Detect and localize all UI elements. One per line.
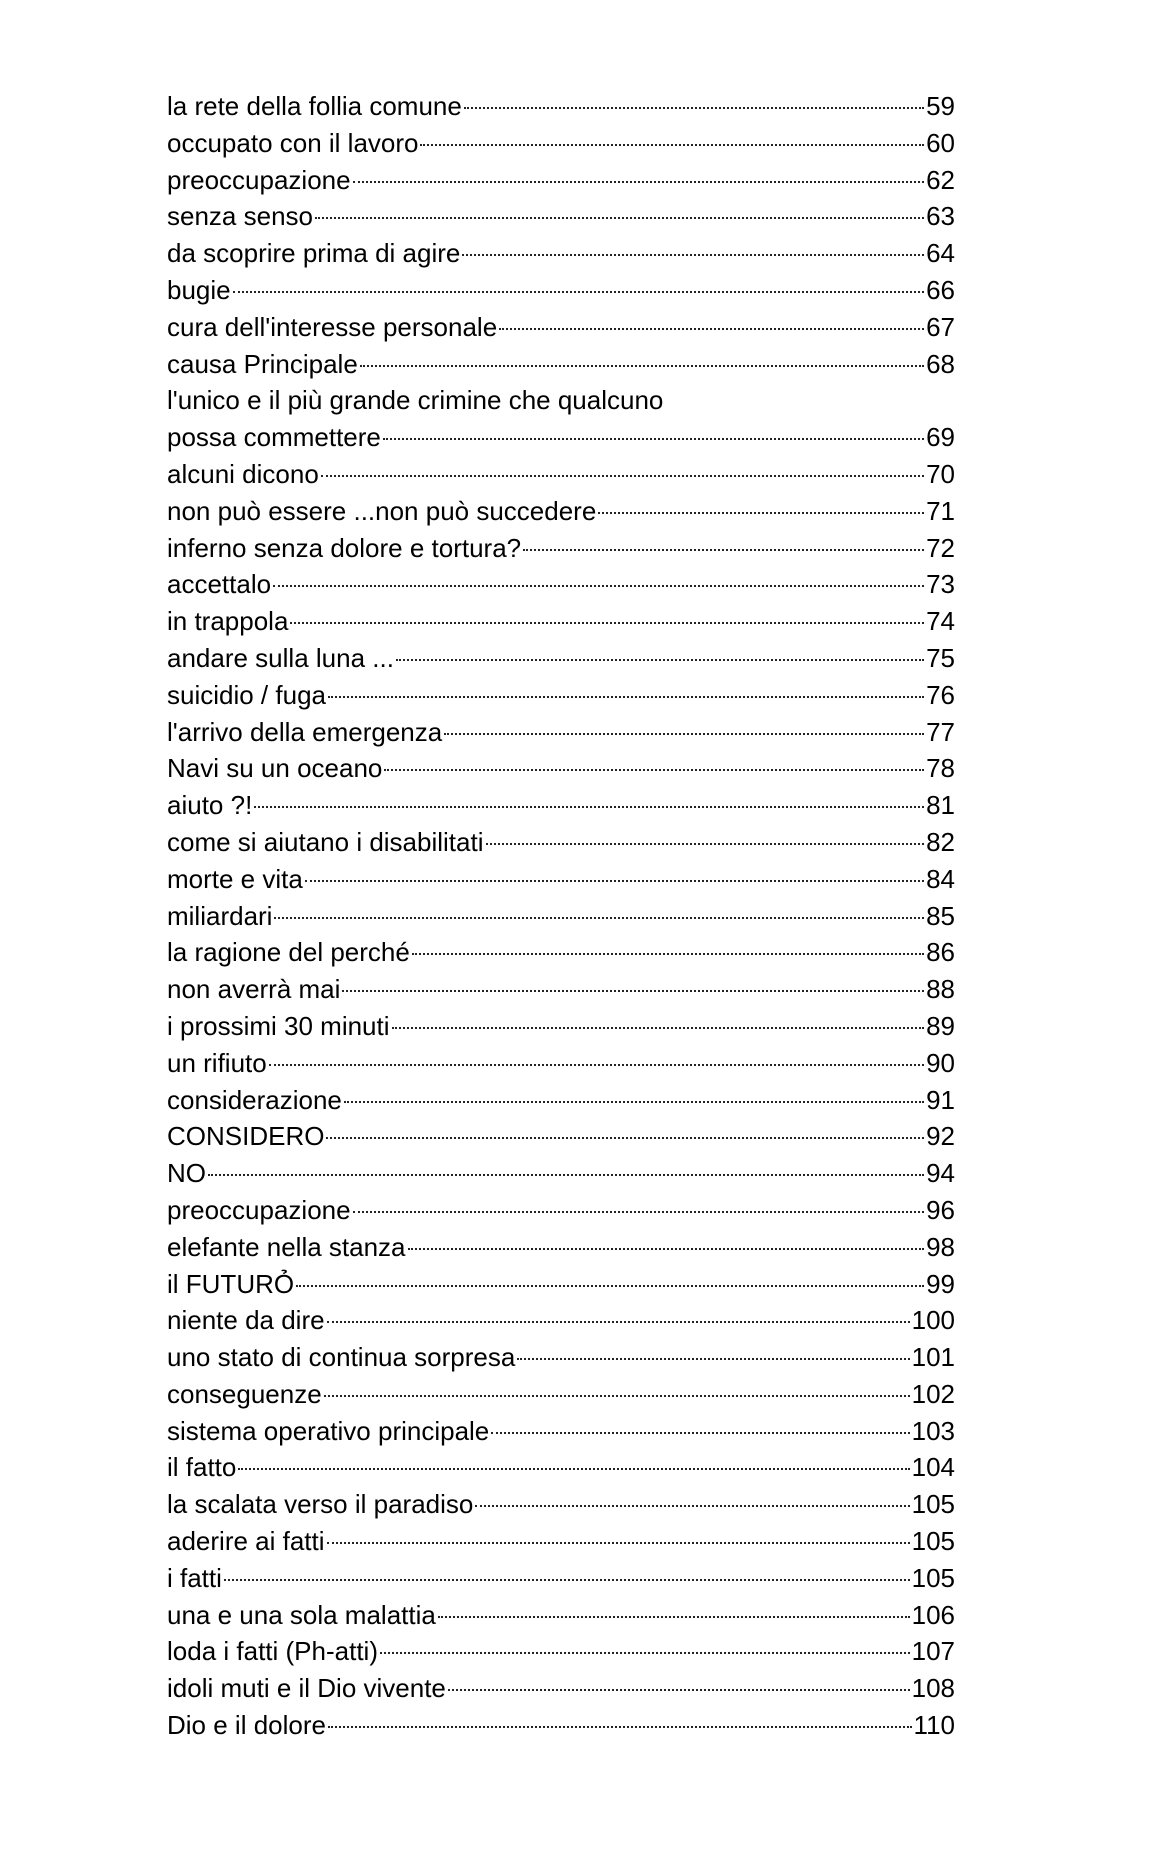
toc-entry-page-number: 59 bbox=[926, 91, 955, 121]
toc-entry-page-number: 86 bbox=[926, 937, 955, 968]
toc-entry-page-number: 70 bbox=[926, 458, 955, 489]
toc-entry-page-number: 77 bbox=[926, 716, 955, 747]
toc-entry bbox=[167, 603, 955, 640]
dot-leader bbox=[444, 733, 924, 735]
dot-leader bbox=[486, 843, 925, 845]
toc-entry-page-number: 88 bbox=[926, 974, 955, 1005]
toc-entry-title: occupato con il lavoro bbox=[167, 127, 419, 158]
toc-entry-page-number: 84 bbox=[926, 863, 955, 894]
dot-leader bbox=[360, 365, 924, 367]
toc-entry-title: i prossimi 30 minuti bbox=[167, 1010, 390, 1041]
toc-entry bbox=[167, 714, 955, 751]
toc-entry-title: elefante nella stanza bbox=[167, 1231, 406, 1262]
dot-leader bbox=[269, 1064, 924, 1066]
toc-entry-title: suicidio / fuga bbox=[167, 679, 326, 710]
toc-entry bbox=[167, 1633, 955, 1670]
dot-leader bbox=[462, 254, 924, 256]
toc-entry-title: un rifiuto bbox=[167, 1047, 267, 1078]
toc-entry bbox=[167, 1707, 955, 1744]
toc-entry-page-number: 106 bbox=[911, 1599, 955, 1630]
dot-leader bbox=[438, 1616, 910, 1618]
toc-entry-page-number: 85 bbox=[926, 900, 955, 931]
toc-entry bbox=[167, 1523, 955, 1560]
toc-entry-title: come si aiutano i disabilitati bbox=[167, 826, 484, 857]
toc-entry-title: inferno senza dolore e tortura? bbox=[167, 532, 522, 563]
dot-leader bbox=[290, 622, 924, 624]
toc-entry-page-number: 105 bbox=[911, 1526, 955, 1557]
toc-entry-page-number: 89 bbox=[926, 1010, 955, 1041]
toc-entry-page-number: 73 bbox=[926, 569, 955, 600]
dot-leader bbox=[274, 917, 924, 919]
toc-entry bbox=[167, 493, 955, 530]
toc-entry-title: Navi su un oceano bbox=[167, 753, 383, 784]
toc-entry-page-number: 71 bbox=[926, 495, 955, 526]
toc-entry-page-number: 107 bbox=[911, 1636, 955, 1667]
dot-leader bbox=[353, 1211, 925, 1213]
dot-leader bbox=[383, 438, 924, 440]
toc-entry bbox=[167, 824, 955, 861]
toc-entry-page-number: 68 bbox=[926, 348, 955, 379]
toc-entry-page-number: 74 bbox=[926, 606, 955, 637]
toc-entry bbox=[167, 1339, 955, 1376]
dot-leader bbox=[328, 1726, 912, 1728]
toc-entry-page-number: 98 bbox=[926, 1231, 955, 1262]
dot-leader bbox=[296, 1285, 924, 1287]
dot-leader bbox=[324, 1395, 910, 1397]
toc-entry-page-number: 60 bbox=[926, 127, 955, 158]
toc-entry bbox=[167, 787, 955, 824]
toc-entry-title: non averrà mai bbox=[167, 974, 341, 1005]
toc-entry-title: possa commettere bbox=[167, 422, 381, 453]
toc-entry bbox=[167, 1045, 955, 1082]
toc-entry-page-number: 66 bbox=[926, 274, 955, 305]
toc-entry-page-number: 90 bbox=[926, 1047, 955, 1078]
dot-leader bbox=[342, 990, 924, 992]
toc-entry-title: la rete della follia comune bbox=[167, 91, 462, 121]
dot-leader bbox=[344, 1101, 924, 1103]
toc-entry-title: in trappola bbox=[167, 606, 289, 637]
toc-entry bbox=[167, 677, 955, 714]
toc-entry-page-number: 99 bbox=[926, 1268, 955, 1299]
toc-entry-page-number: 62 bbox=[926, 164, 955, 195]
toc-entry-page-number: 96 bbox=[926, 1194, 955, 1225]
dot-leader bbox=[326, 1137, 924, 1139]
toc-entry bbox=[167, 272, 955, 309]
toc-entry-page-number: 64 bbox=[926, 238, 955, 269]
toc-entry-title: loda i fatti (Ph-atti) bbox=[167, 1636, 378, 1667]
toc-entry-page-number: 100 bbox=[911, 1305, 955, 1336]
toc-entry-page-number: 110 bbox=[913, 1710, 955, 1741]
toc-entry-title: senza senso bbox=[167, 201, 313, 232]
toc-entry-title: considerazione bbox=[167, 1084, 342, 1115]
dot-leader bbox=[475, 1505, 909, 1507]
dot-leader bbox=[305, 880, 924, 882]
dot-leader bbox=[392, 1027, 925, 1029]
toc-entry bbox=[167, 1229, 955, 1266]
toc-entry bbox=[167, 1266, 955, 1303]
toc-entry-title: cura dell'interesse personale bbox=[167, 311, 498, 342]
toc-entry-title: da scoprire prima di agire bbox=[167, 238, 461, 269]
toc-entry bbox=[167, 382, 955, 419]
toc-entry-page-number: 69 bbox=[926, 422, 955, 453]
toc-entry-title: la scalata verso il paradiso bbox=[167, 1489, 474, 1520]
toc-entry bbox=[167, 1008, 955, 1045]
toc-entry bbox=[167, 1192, 955, 1229]
toc-entry bbox=[167, 1376, 955, 1413]
dot-leader bbox=[517, 1358, 909, 1360]
toc-entry-title: morte e vita bbox=[167, 863, 303, 894]
dot-leader bbox=[396, 659, 924, 661]
toc-entry-title: accettalo bbox=[167, 569, 272, 600]
dot-leader bbox=[464, 107, 924, 109]
dot-leader bbox=[384, 769, 924, 771]
toc-entry-title: alcuni dicono bbox=[167, 458, 319, 489]
dot-leader bbox=[254, 806, 924, 808]
toc-entry bbox=[167, 566, 955, 603]
toc-entry-title: CONSIDERO bbox=[167, 1121, 325, 1152]
toc-entry-page-number: 75 bbox=[926, 642, 955, 673]
dot-leader bbox=[353, 181, 925, 183]
toc-entry bbox=[167, 1486, 955, 1523]
dot-leader bbox=[273, 585, 924, 587]
toc-entry bbox=[167, 125, 955, 162]
toc-entry bbox=[167, 419, 955, 456]
toc-entry bbox=[167, 1449, 955, 1486]
toc-entry-title: i fatti bbox=[167, 1562, 222, 1593]
dot-leader bbox=[315, 217, 924, 219]
toc-entry-page-number: 102 bbox=[911, 1378, 955, 1409]
toc-entry-title: bugie bbox=[167, 274, 231, 305]
toc-entry-page-number: 76 bbox=[926, 679, 955, 710]
toc-entry-page-number: 92 bbox=[926, 1121, 955, 1152]
dot-leader bbox=[491, 1432, 909, 1434]
dot-leader bbox=[328, 696, 924, 698]
toc-entry bbox=[167, 235, 955, 272]
toc-entry bbox=[167, 1560, 955, 1597]
toc-entry bbox=[167, 971, 955, 1008]
toc-entry bbox=[167, 309, 955, 346]
toc-entry-title: il fatto bbox=[167, 1452, 237, 1483]
toc-entry bbox=[167, 1082, 955, 1119]
toc-entry bbox=[167, 198, 955, 235]
dot-leader bbox=[327, 1542, 910, 1544]
toc-entry bbox=[167, 1413, 955, 1450]
toc-entry-title: aiuto ?! bbox=[167, 790, 253, 821]
toc-entry-title: non può essere ...non può succedere bbox=[167, 495, 597, 526]
toc-entry-title: Dio e il dolore bbox=[167, 1710, 326, 1741]
dot-leader bbox=[238, 1468, 909, 1470]
toc-entry bbox=[167, 88, 955, 125]
dot-leader bbox=[523, 549, 924, 551]
toc-entry-page-number: 101 bbox=[911, 1342, 955, 1373]
toc-entry-title: preoccupazione bbox=[167, 164, 351, 195]
dot-leader bbox=[380, 1652, 910, 1654]
toc-entry bbox=[167, 346, 955, 383]
dot-leader bbox=[448, 1689, 910, 1691]
toc-entry-title: aderire ai fatti bbox=[167, 1526, 325, 1557]
toc-entry bbox=[167, 934, 955, 971]
toc-entry bbox=[167, 1670, 955, 1707]
toc-entry-title: l'arrivo della emergenza bbox=[167, 716, 443, 747]
dot-leader bbox=[208, 1174, 924, 1176]
toc-entry-title: il FUTURỎ bbox=[167, 1268, 295, 1299]
toc-entry bbox=[167, 640, 955, 677]
toc-entry bbox=[167, 1597, 955, 1634]
toc-entry-page-number: 91 bbox=[926, 1084, 955, 1115]
toc-entry-title: una e una sola malattia bbox=[167, 1599, 436, 1630]
toc-entry bbox=[167, 750, 955, 787]
toc-entry-title: l'unico e il più grande crimine che qualcuno bbox=[167, 385, 664, 416]
toc-entry-title: conseguenze bbox=[167, 1378, 322, 1409]
toc-entry bbox=[167, 530, 955, 567]
toc-entry-title: sistema operativo principale bbox=[167, 1415, 490, 1446]
toc-entry bbox=[167, 1155, 955, 1192]
toc-entry bbox=[167, 456, 955, 493]
dot-leader bbox=[327, 1321, 910, 1323]
toc-entry-title: miliardari bbox=[167, 900, 273, 931]
toc-entry bbox=[167, 861, 955, 898]
toc-entry-page-number: 82 bbox=[926, 826, 955, 857]
toc-entry-title: causa Principale bbox=[167, 348, 358, 379]
toc-entry-page-number: 108 bbox=[911, 1673, 955, 1704]
toc-entry-page-number: 67 bbox=[926, 311, 955, 342]
toc-entry-title: uno stato di continua sorpresa bbox=[167, 1342, 516, 1373]
toc-entry bbox=[167, 1302, 955, 1339]
toc-entry-title: la ragione del perché bbox=[167, 937, 410, 968]
toc-entry-page-number: 72 bbox=[926, 532, 955, 563]
dot-leader bbox=[321, 475, 924, 477]
toc-entry-title: idoli muti e il Dio vivente bbox=[167, 1673, 446, 1704]
dot-leader bbox=[412, 953, 924, 955]
dot-leader bbox=[233, 291, 924, 293]
toc-entry-page-number: 103 bbox=[911, 1415, 955, 1446]
toc-entry-page-number: 81 bbox=[926, 790, 955, 821]
toc-entry-title: preoccupazione bbox=[167, 1194, 351, 1225]
dot-leader bbox=[408, 1248, 925, 1250]
toc-entry-page-number: 104 bbox=[911, 1452, 955, 1483]
toc-entry-title: NO bbox=[167, 1158, 206, 1189]
dot-leader bbox=[224, 1579, 910, 1581]
toc-entry-page-number: 105 bbox=[911, 1489, 955, 1520]
toc-entry bbox=[167, 898, 955, 935]
toc-entry-page-number: 105 bbox=[911, 1562, 955, 1593]
dot-leader bbox=[598, 512, 924, 514]
toc-entry-title: andare sulla luna ... bbox=[167, 642, 394, 673]
toc-entry-page-number: 63 bbox=[926, 201, 955, 232]
toc-entry bbox=[167, 1118, 955, 1155]
toc-entry-title: niente da dire bbox=[167, 1305, 325, 1336]
toc-entry bbox=[167, 162, 955, 199]
table-of-contents bbox=[167, 88, 955, 1744]
dot-leader bbox=[420, 144, 924, 146]
toc-entry-page-number: 94 bbox=[926, 1158, 955, 1189]
toc-entry-page-number: 78 bbox=[926, 753, 955, 784]
dot-leader bbox=[499, 328, 924, 330]
